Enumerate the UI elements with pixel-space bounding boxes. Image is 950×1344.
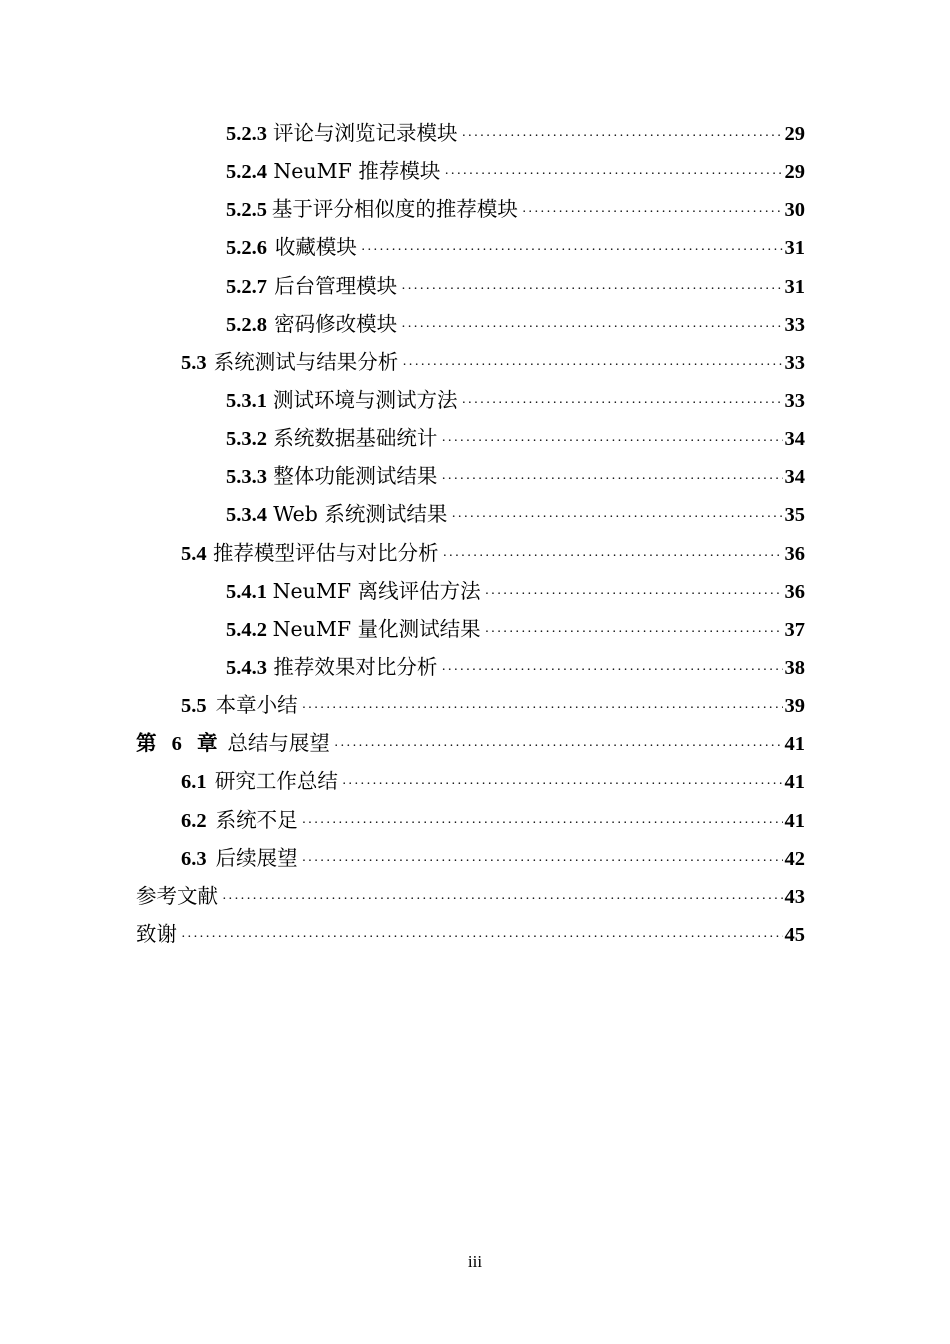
toc-entry[interactable]	[0, 344, 950, 382]
toc-entry-page: 31	[784, 237, 805, 260]
toc-entry-page: 41	[784, 809, 805, 832]
toc-entry[interactable]	[0, 306, 950, 344]
toc-entry[interactable]	[0, 420, 950, 458]
toc-entry-number: 5.3.1	[226, 389, 267, 412]
toc-entry-number: 5.2.6	[226, 237, 267, 260]
toc-entry[interactable]	[0, 535, 950, 573]
dot-leader	[334, 732, 783, 762]
toc-entry-page: 38	[784, 656, 805, 679]
toc-entry-title: Web 系统测试结果	[273, 502, 448, 527]
toc-entry[interactable]	[0, 382, 950, 420]
toc-entry-chapter[interactable]	[0, 725, 950, 763]
dot-leader	[462, 122, 783, 152]
toc-entry-page: 31	[784, 275, 805, 298]
toc-entry[interactable]	[0, 763, 950, 801]
toc-entry-number: 5.2.4	[226, 161, 267, 184]
toc-entry-title: 基于评分相似度的推荐模块	[271, 197, 518, 222]
toc-entry-number: 5.2.3	[226, 123, 267, 145]
toc-entry[interactable]	[0, 802, 950, 840]
toc-entry-page: 33	[784, 351, 805, 374]
toc-entry[interactable]	[0, 229, 950, 267]
toc-entry-page: 34	[784, 466, 805, 489]
dot-leader	[441, 465, 782, 495]
toc-entry-title: 推荐模型评估与对比分析	[212, 540, 439, 565]
toc-entry-number: 5.5	[181, 695, 207, 718]
dot-leader	[342, 770, 783, 800]
dot-leader	[222, 885, 783, 915]
toc-entry[interactable]	[0, 611, 950, 649]
table-of-contents	[0, 115, 950, 954]
toc-entry-number: 6.3	[181, 847, 207, 870]
toc-entry-title: 后续展望	[215, 845, 298, 870]
toc-entry[interactable]	[0, 153, 950, 191]
dot-leader	[401, 313, 782, 343]
toc-entry-title: 系统数据基础统计	[273, 426, 438, 451]
toc-entry-title: 密码修改模块	[274, 311, 398, 336]
dot-leader	[401, 275, 782, 305]
toc-entry-page: 36	[784, 580, 805, 603]
toc-entry-title: 系统不足	[215, 807, 298, 832]
toc-entry[interactable]	[0, 649, 950, 687]
toc-entry-page: 29	[784, 161, 805, 184]
toc-entry-page: 34	[784, 428, 805, 451]
toc-entry[interactable]	[0, 458, 950, 496]
toc-entry-number: 5.3	[181, 351, 207, 374]
toc-entry-title: 本章小结	[215, 693, 298, 718]
toc-entry-title: 致谢	[136, 921, 177, 946]
toc-entry-number: 5.4.1	[226, 580, 267, 603]
toc-entry-title: NeuMF 推荐模块	[273, 159, 441, 184]
toc-entry-page: 30	[784, 199, 805, 222]
toc-entry-page: 41	[784, 771, 805, 794]
toc-entry-page: 33	[784, 313, 805, 336]
toc-entry-number: 6.2	[181, 809, 207, 832]
toc-entry-page: 37	[784, 618, 805, 641]
toc-entry-title: 参考文献	[136, 883, 218, 908]
toc-entry-references[interactable]	[0, 878, 950, 916]
dot-leader	[444, 160, 782, 190]
toc-entry-title: 研究工作总结	[214, 769, 338, 794]
toc-entry-title: NeuMF 量化测试结果	[272, 616, 481, 641]
dot-leader	[441, 656, 782, 686]
toc-entry-title: 收藏模块	[274, 235, 357, 260]
toc-entry-number: 5.2.7	[226, 275, 267, 298]
toc-entry[interactable]	[0, 687, 950, 725]
toc-entry-number: 5.4.3	[226, 656, 267, 679]
page-number: iii	[467, 1252, 483, 1271]
toc-entry-title: 系统测试与结果分析	[213, 349, 399, 374]
dot-leader	[441, 427, 782, 457]
toc-entry-page: 41	[784, 733, 805, 756]
toc-entry-page: 29	[784, 123, 805, 145]
dot-leader	[361, 236, 783, 266]
toc-entry-number: 5.3.4	[226, 504, 267, 527]
toc-entry-page: 33	[784, 389, 805, 412]
toc-entry-page: 43	[784, 885, 805, 908]
toc-entry[interactable]	[0, 496, 950, 534]
toc-entry-title: 评论与浏览记录模块	[273, 121, 458, 145]
toc-entry[interactable]	[0, 840, 950, 878]
toc-entry-page: 36	[784, 542, 805, 565]
toc-entry[interactable]	[0, 268, 950, 306]
toc-entry-page: 45	[784, 923, 805, 946]
toc-entry-number: 5.2.8	[226, 313, 267, 336]
toc-entry-title: 测试环境与测试方法	[273, 387, 458, 412]
toc-entry-number: 第 6 章	[136, 733, 218, 756]
dot-leader	[302, 809, 783, 839]
dot-leader	[485, 580, 783, 610]
dot-leader	[181, 923, 783, 953]
toc-entry-page: 42	[784, 847, 805, 870]
dot-leader	[462, 389, 783, 419]
dot-leader	[302, 847, 783, 877]
toc-entry-acknowledgements[interactable]	[0, 916, 950, 954]
toc-entry-number: 5.4	[181, 542, 207, 565]
toc-entry-number: 5.2.5	[226, 199, 267, 222]
toc-entry-title: 总结与展望	[227, 731, 330, 756]
dot-leader	[442, 542, 782, 572]
toc-entry-number: 6.1	[181, 771, 207, 794]
dot-leader	[451, 503, 782, 533]
toc-entry-title: NeuMF 离线评估方法	[272, 578, 481, 603]
toc-entry[interactable]	[0, 115, 950, 153]
toc-entry-title: 推荐效果对比分析	[273, 654, 438, 679]
dot-leader	[485, 618, 783, 648]
dot-leader	[402, 351, 782, 381]
dot-leader	[302, 694, 783, 724]
toc-entry-title: 后台管理模块	[274, 273, 398, 298]
toc-entry-page: 35	[784, 504, 805, 527]
toc-entry-page: 39	[784, 695, 805, 718]
toc-entry[interactable]	[0, 573, 950, 611]
toc-entry-title: 整体功能测试结果	[273, 464, 438, 489]
toc-entry[interactable]	[0, 191, 950, 229]
toc-entry-number: 5.4.2	[226, 618, 267, 641]
toc-entry-number: 5.3.2	[226, 428, 267, 451]
toc-entry-number: 5.3.3	[226, 466, 267, 489]
dot-leader	[522, 198, 783, 228]
